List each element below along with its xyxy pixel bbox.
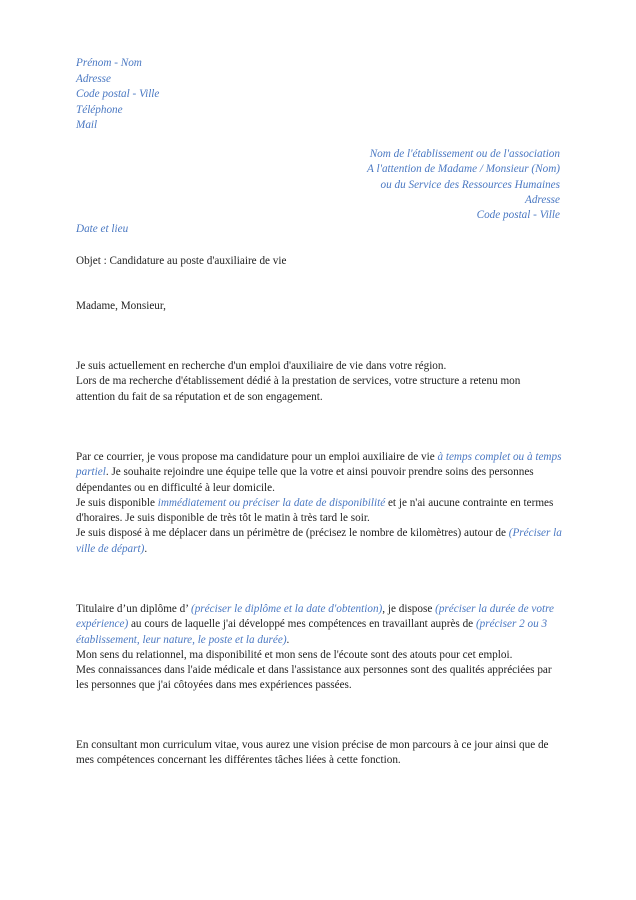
establishments-placeholder: (préciser 2 ou 3 établissement, leur nature, le poste et la durée) bbox=[76, 618, 548, 646]
diploma-placeholder: (préciser le diplôme et la date d'obtention) bbox=[190, 603, 383, 615]
sender-name: Prénom - Nom bbox=[76, 57, 142, 69]
experience-duration-placeholder: (préciser la durée de votre expérience) bbox=[76, 603, 554, 631]
date-place: Date et lieu bbox=[76, 223, 129, 235]
work-time-placeholder: à temps complet ou à temps partiel bbox=[76, 451, 562, 479]
mobility-sentence: Je suis disposé à me déplacer dans un périmètre de (précisez le nombre de kilomètres) autour de (Préciser la ville de départ). bbox=[76, 527, 562, 555]
recipient-attention: A l'attention de Madame / Monsieur (Nom) bbox=[367, 163, 560, 176]
recipient-postal-city: Code postal - Ville bbox=[476, 209, 560, 222]
sender-address: Adresse bbox=[76, 72, 112, 85]
salutation: Madame, Monsieur, bbox=[76, 300, 166, 312]
recipient-service: ou du Service des Ressources Humaines bbox=[380, 178, 560, 191]
relational-sentence: Mon sens du relationnel, ma disponibilité et mon sens de l'écoute sont des atouts pour cet emploi. bbox=[76, 648, 513, 661]
sender-block bbox=[76, 56, 159, 134]
recipient-address: Adresse bbox=[524, 193, 560, 206]
paragraph-intro bbox=[76, 359, 562, 405]
intro-line-2: Lors de ma recherche d'établissement dédié à la prestation de services, votre structure a retenu mon attention du fait de sa réputation et de son engagement. bbox=[76, 375, 521, 403]
subject-line: Objet : Candidature au poste d'auxiliaire de vie bbox=[76, 255, 287, 267]
sender-phone: Téléphone bbox=[76, 103, 123, 116]
paragraph-cv: En consultant mon curriculum vitae, vous aurez une vision précise de mon parcours à ce jour ainsi que de mes compétences concernant les différentes tâches liées à cette fonction. bbox=[76, 739, 549, 767]
skills-sentence: Mes connaissances dans l'aide médicale et dans l'assistance aux personnes sont des qualités appréciées par les personnes que j'ai côtoyées dans mes expériences passées. bbox=[76, 664, 552, 692]
recipient-block bbox=[367, 147, 560, 223]
departure-city-placeholder: (Préciser la ville de départ) bbox=[76, 527, 562, 555]
availability-sentence: Je suis disponible immédiatement ou préciser la date de disponibilité et je n'ai aucune contrainte en termes d'horaires. Je suis disponible de très tôt le matin à très tard le soir. bbox=[76, 496, 554, 525]
availability-placeholder: immédiatement ou préciser la date de disponibilité bbox=[157, 496, 386, 509]
paragraph-experience bbox=[76, 602, 562, 694]
paragraph-candidature bbox=[76, 450, 562, 557]
sender-postal-city: Code postal - Ville bbox=[76, 88, 160, 100]
intro-line-1: Je suis actuellement en recherche d'un emploi d'auxiliaire de vie dans votre région. bbox=[76, 360, 447, 372]
recipient-establishment: Nom de l'établissement ou de l'association bbox=[369, 148, 560, 160]
sender-mail: Mail bbox=[76, 119, 98, 131]
candidature-sentence: Par ce courrier, je vous propose ma candidature pour un emploi auxiliaire de vie à temps complet ou à temps partiel. Je souhaite rejoindre une équipe telle que la votre et ainsi pouvoir prendre soins des personnes dépendantes ou en difficulté à leur domicile. bbox=[76, 451, 562, 494]
diploma-sentence: Titulaire d’un diplôme d’ (préciser le diplôme et la date d'obtention), je dispose (préciser la durée de votre expérience) au cours de laquelle j'ai développé mes compétences en travaillant auprès de (préciser 2 ou 3 établissement, leur nature, le poste et la durée). bbox=[76, 603, 554, 646]
